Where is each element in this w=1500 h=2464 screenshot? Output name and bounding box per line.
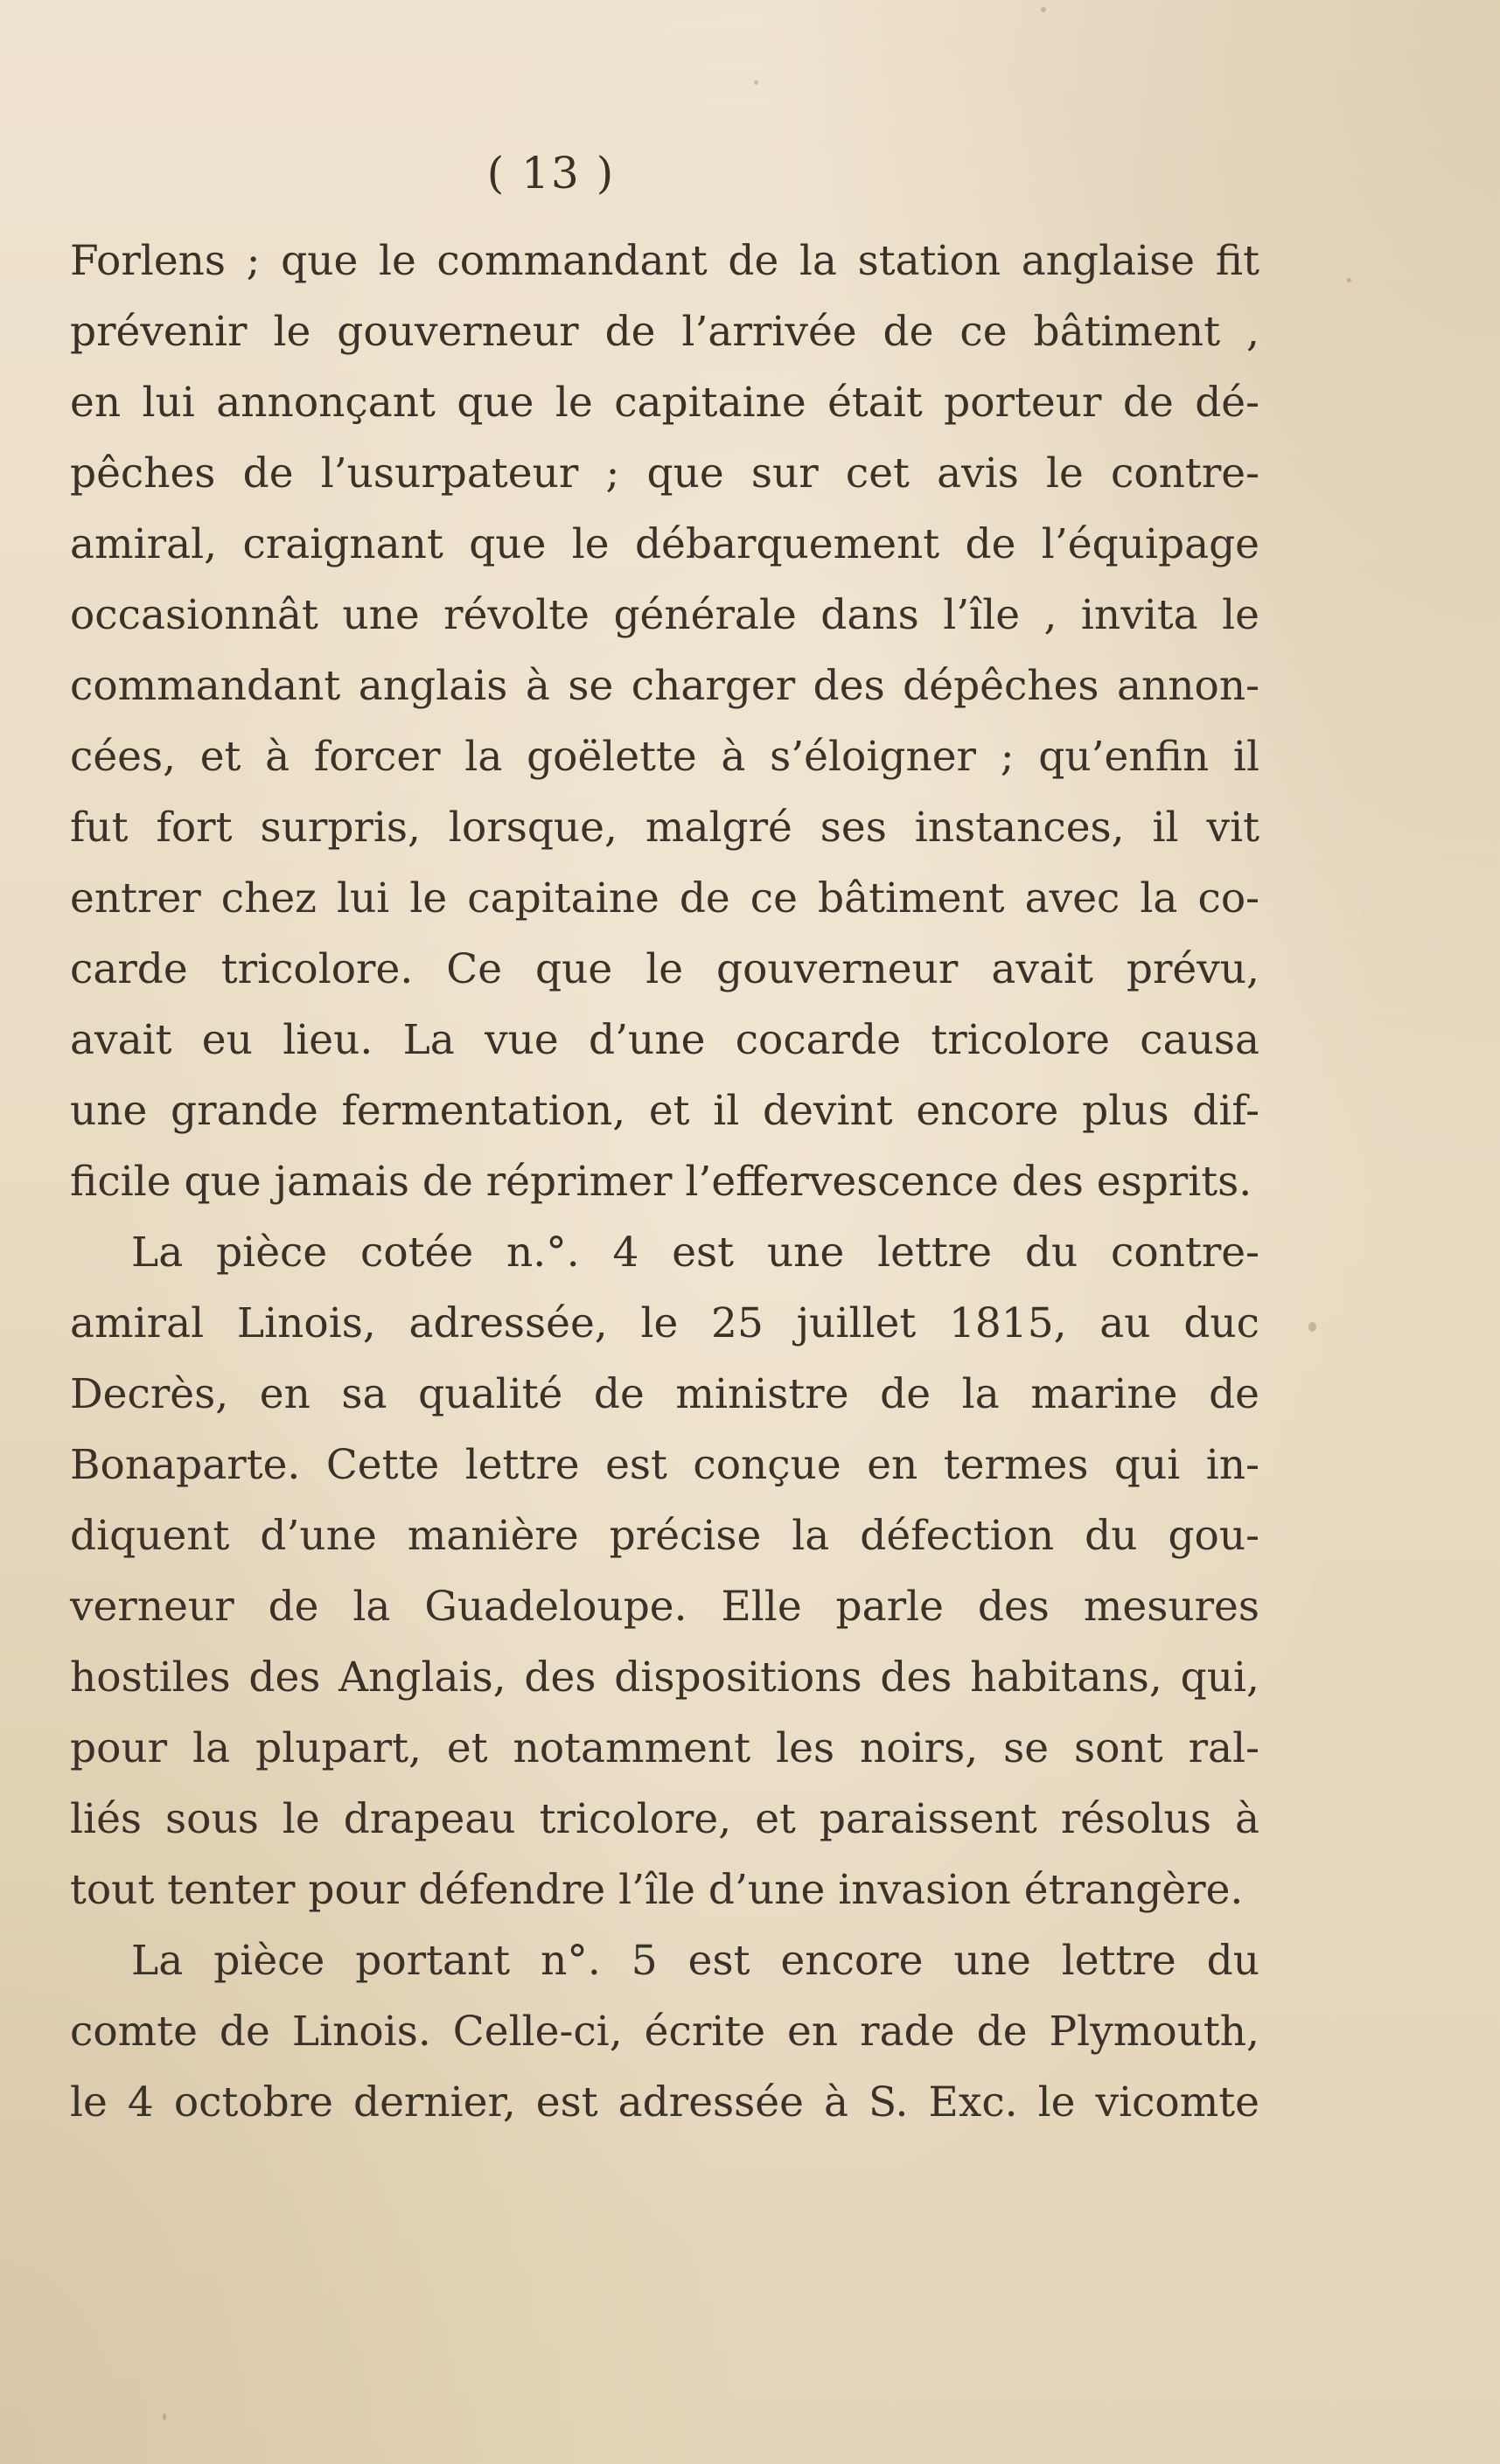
text-line: avait eu lieu. La vue d’une cocarde tricolore causa: [70, 1016, 1259, 1064]
text-line: liés sous le drapeau tricolore, et paraissent résolus à: [70, 1795, 1259, 1843]
text-line: verneur de la Guadeloupe. Elle parle des mesures: [70, 1583, 1259, 1631]
text-line: Bonaparte. Cette lettre est conçue en termes qui in-: [70, 1441, 1259, 1489]
text-line: diquent d’une manière précise la défection du gou-: [70, 1512, 1259, 1560]
text-line: entrer chez lui le capitaine de ce bâtiment avec la co-: [70, 874, 1259, 922]
text-line: occasionnât une révolte générale dans l’île , invita le: [70, 591, 1259, 639]
text-line: carde tricolore. Ce que le gouverneur avait prévu,: [70, 945, 1259, 993]
text-line: tout tenter pour défendre l’île d’une invasion étrangère.: [70, 1866, 1244, 1914]
text-line: La pièce portant n°. 5 est encore une lettre du: [131, 1937, 1259, 1985]
text-line: une grande fermentation, et il devint encore plus dif-: [70, 1087, 1259, 1135]
text-line: Decrès, en sa qualité de ministre de la marine de: [70, 1370, 1259, 1418]
text-line: pour la plupart, et notamment les noirs, se sont ral-: [70, 1724, 1259, 1772]
text-line: Forlens ; que le commandant de la station anglaise fit: [70, 237, 1259, 285]
text-line: le 4 octobre dernier, est adressée à S. Exc. le vicomte: [70, 2078, 1259, 2126]
paper-spot: [1308, 1322, 1316, 1332]
text-line: comte de Linois. Celle-ci, écrite en rade de Plymouth,: [70, 2008, 1259, 2056]
text-line: commandant anglais à se charger des dépêches annon-: [70, 662, 1259, 710]
text-line: amiral, craignant que le débarquement de l’équipage: [70, 520, 1259, 568]
text-line: prévenir le gouverneur de l’arrivée de ce bâtiment ,: [70, 308, 1259, 356]
page-text: [70, 147, 1259, 2138]
text-line: en lui annonçant que le capitaine était porteur de dé-: [70, 379, 1259, 427]
page-number: ( 13 ): [486, 148, 616, 198]
paper-spot: [1347, 278, 1351, 282]
text-line: cées, et à forcer la goëlette à s’éloigner ; qu’enfin il: [70, 733, 1259, 781]
text-line: La pièce cotée n.°. 4 est une lettre du contre-: [131, 1229, 1259, 1277]
paper-spot: [163, 2413, 166, 2420]
text-line: hostiles des Anglais, des dispositions des habitans, qui,: [70, 1653, 1259, 1702]
text-line: pêches de l’usurpateur ; que sur cet avis le contre-: [70, 449, 1259, 498]
text-line: amiral Linois, adressée, le 25 juillet 1815, au duc: [70, 1299, 1259, 1347]
text-line: ficile que jamais de réprimer l’effervescence des esprits.: [70, 1158, 1252, 1206]
text-line: fut fort surpris, lorsque, malgré ses instances, il vit: [70, 804, 1259, 852]
paper-spot: [1041, 7, 1046, 12]
paper-spot: [754, 80, 758, 85]
